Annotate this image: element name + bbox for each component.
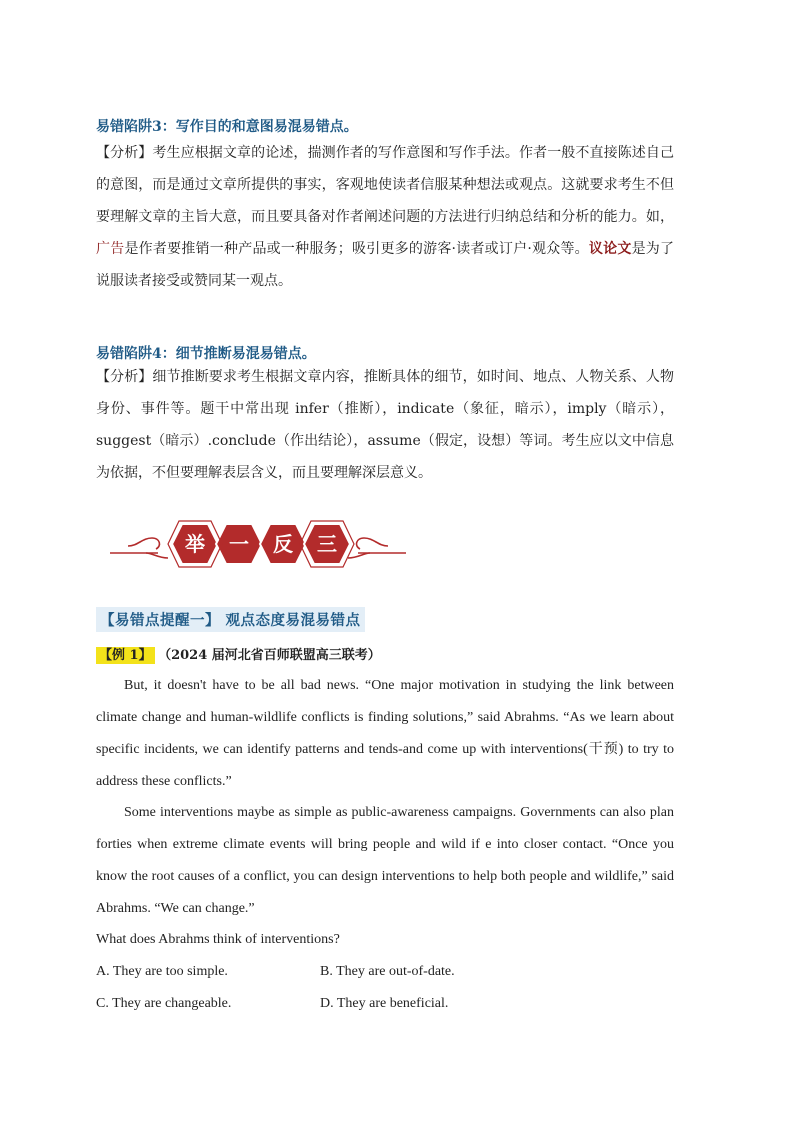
trap3-tag: 【分析】 — [96, 145, 153, 161]
trap4-text: 细节推断要求考生根据文章内容，推断具体的细节，如时间、地点、人物关系、人物身份、事件等。题干中常出现 infer（推断），indicate（象征，暗示），imply（暗示），suggest（暗示）.conclude（作出结论），assume（假定，设想）等词。考生应以文中信息为依据，不但要理解表层含义，而且要理解深层意义。 — [96, 369, 675, 481]
banner-char-2: 一 — [229, 532, 249, 556]
trap3-text2: 是作者要推销一种产品或一种服务；吸引更多的游客·读者或订户·观众等。 — [124, 241, 589, 257]
option-c[interactable]: C. They are changeable. — [96, 996, 232, 1011]
question-text: What does Abrahms think of interventions? — [96, 932, 340, 947]
trap4-title: 易错陷阱4：细节推断易混易错点。 — [96, 346, 316, 362]
banner-char-3: 反 — [273, 532, 293, 556]
trap3-title: 易错陷阱3：写作目的和意图易混易错点。 — [96, 119, 358, 135]
option-d[interactable]: D. They are beneficial. — [320, 996, 449, 1011]
trap3-text3: 是为了说服读者接受或赞同某一观点。 — [96, 241, 675, 289]
trap4-analysis — [96, 361, 674, 489]
banner-ju-yi-fan-san — [108, 516, 408, 572]
trap4-tag: 【分析】 — [96, 369, 153, 385]
passage-paragraph-1: But, it doesn't have to be all bad news. “One major motivation in studying the link between climate change and human-wildlife conflicts is finding solutions,” said Abrahms. “As we learn about specific incidents, we can identify patterns and tends-and come up with interventions(干预) to try to address these conflicts.” — [96, 678, 674, 789]
option-a[interactable]: A. They are too simple. — [96, 964, 228, 979]
reminder-heading: 【易错点提醒一】 观点态度易混易错点 — [96, 607, 365, 632]
passage-paragraph-2: Some interventions maybe as simple as public-awareness campaigns. Governments can also plan forties when extreme climate events will bring people and wild if e into closer contact. “Once you know the root causes of a conflict, you can design interventions to help both people and wildlife,” said Abrahms. “We can change.” — [96, 805, 674, 916]
trap3-text1: 考生应根据文章的论述，揣测作者的写作意图和写作手法。作者一般不直接陈述自己的意图，而是通过文章所提供的事实，客观地使读者信服某种想法或观点。这就要求考生不但要理解文章的主旨大意，而且要具备对作者阐述问题的方法进行归纳总结和分析的能力。如， — [96, 145, 675, 225]
trap3-essay-word: 议论文 — [588, 241, 632, 257]
trap3-analysis — [96, 137, 674, 297]
trap3-ad-word: 广告 — [96, 241, 125, 257]
example-source: （2024 届河北省百师联盟高三联考） — [164, 648, 381, 663]
banner-char-4: 三 — [317, 532, 337, 556]
banner-char-1: 举 — [185, 532, 205, 556]
example-line — [96, 644, 381, 663]
example-tag: 【例 1】 — [96, 647, 155, 664]
option-b[interactable]: B. They are out-of-date. — [320, 964, 455, 979]
